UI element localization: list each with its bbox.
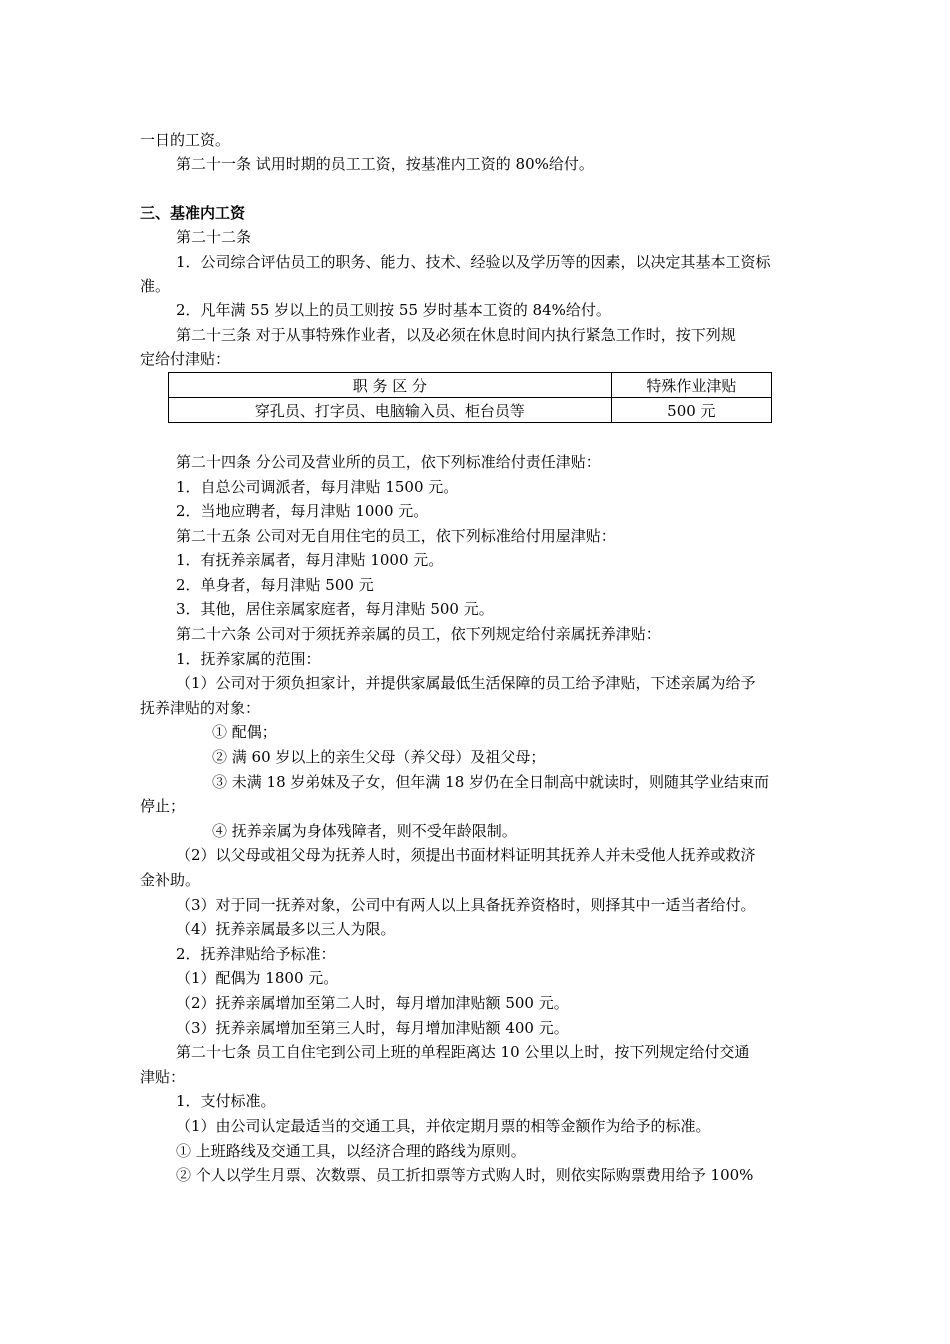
article-26: 第二十六条 公司对于须抚养亲属的员工，依下列规定给付亲属抚养津贴：: [176, 625, 661, 643]
text-line: 停止；: [140, 797, 186, 815]
list-item: ② 个人以学生月票、次数票、员工折扣票等方式购人时，则依实际购票费用给予 100%: [176, 1166, 754, 1184]
list-item: ① 配偶；: [212, 723, 277, 741]
text-line: 1．支付标准。: [176, 1092, 276, 1110]
text-line: 抚养津贴的对象：: [140, 699, 261, 717]
article-21: 第二十一条 试用时期的员工工资，按基准内工资的 80%给付。: [176, 155, 594, 173]
text-line: 3．其他，居住亲属家庭者，每月津贴 500 元。: [176, 600, 494, 618]
text-line: 2．抚养津贴给予标准：: [176, 945, 336, 963]
table-header-row: [169, 373, 772, 398]
text-line: （4）抚养亲属最多以三人为限。: [176, 920, 396, 938]
text-line: 一日的工资。: [140, 131, 231, 149]
table-cell-allowance: 500 元: [611, 398, 771, 423]
article-23: 第二十三条 对于从事特殊作业者，以及必须在休息时间内执行紧急工作时，按下列规: [176, 326, 736, 344]
text-line: （2）抚养亲属增加至第二人时，每月增加津贴额 500 元。: [176, 994, 569, 1012]
table-header-position: 职 务 区 分: [169, 373, 612, 398]
text-line: 1．有抚养亲属者，每月津贴 1000 元。: [176, 551, 444, 569]
list-item: ③ 未满 18 岁弟妹及子女，但年满 18 岁仍在全日制高中就读时，则随其学业结束而: [212, 773, 770, 791]
text-line: （2）以父母或祖父母为抚养人时，须提出书面材料证明其抚养人并未受他人抚养或救济: [176, 846, 756, 864]
text-line: 1．自总公司调派者，每月津贴 1500 元。: [176, 478, 459, 496]
text-line: 1．公司综合评估员工的职务、能力、技术、经验以及学历等的因素，以决定其基本工资标: [176, 253, 771, 271]
section-heading: 三、基准内工资: [140, 204, 246, 222]
text-line: 2．凡年满 55 岁以上的员工则按 55 岁时基本工资的 84%给付。: [176, 301, 611, 319]
article-22: 第二十二条: [176, 228, 252, 246]
text-line: 2．单身者，每月津贴 500 元: [176, 576, 374, 594]
text-line: （1）配偶为 1800 元。: [176, 969, 339, 987]
special-allowance-table: [168, 372, 772, 423]
list-item: ④ 抚养亲属为身体残障者，则不受年龄限制。: [212, 822, 517, 840]
table-row: [169, 398, 772, 423]
text-line: （3）抚养亲属增加至第三人时，每月增加津贴额 400 元。: [176, 1019, 569, 1037]
text-line: 津贴：: [140, 1068, 186, 1086]
list-item: ② 满 60 岁以上的亲生父母（养父母）及祖父母；: [212, 748, 546, 766]
table-cell-position: 穿孔员、打字员、电脑输入员、柜台员等: [169, 398, 612, 423]
text-line: （1）公司对于须负担家计，并提供家属最低生活保障的员工给予津贴，下述亲属为给予: [176, 674, 756, 692]
text-line: 准。: [140, 277, 171, 295]
article-27: 第二十七条 员工自住宅到公司上班的单程距离达 10 公里以上时，按下列规定给付交通: [176, 1043, 750, 1061]
text-line: 定给付津贴：: [140, 350, 231, 368]
table-header-allowance: 特殊作业津贴: [611, 373, 771, 398]
text-line: 金补助。: [140, 871, 201, 889]
article-24: 第二十四条 分公司及营业所的员工，依下列标准给付责任津贴：: [176, 453, 601, 471]
text-line: （3）对于同一抚养对象，公司中有两人以上具备抚养资格时，则择其中一适当者给付。: [176, 896, 756, 914]
article-25: 第二十五条 公司对无自用住宅的员工，依下列标准给付用屋津贴：: [176, 527, 616, 545]
text-line: （1）由公司认定最适当的交通工具，并依定期月票的相等金额作为给予的标准。: [176, 1117, 711, 1135]
text-line: 2．当地应聘者，每月津贴 1000 元。: [176, 502, 429, 520]
text-line: 1．抚养家属的范围：: [176, 650, 321, 668]
list-item: ① 上班路线及交通工具，以经济合理的路线为原则。: [176, 1142, 526, 1160]
